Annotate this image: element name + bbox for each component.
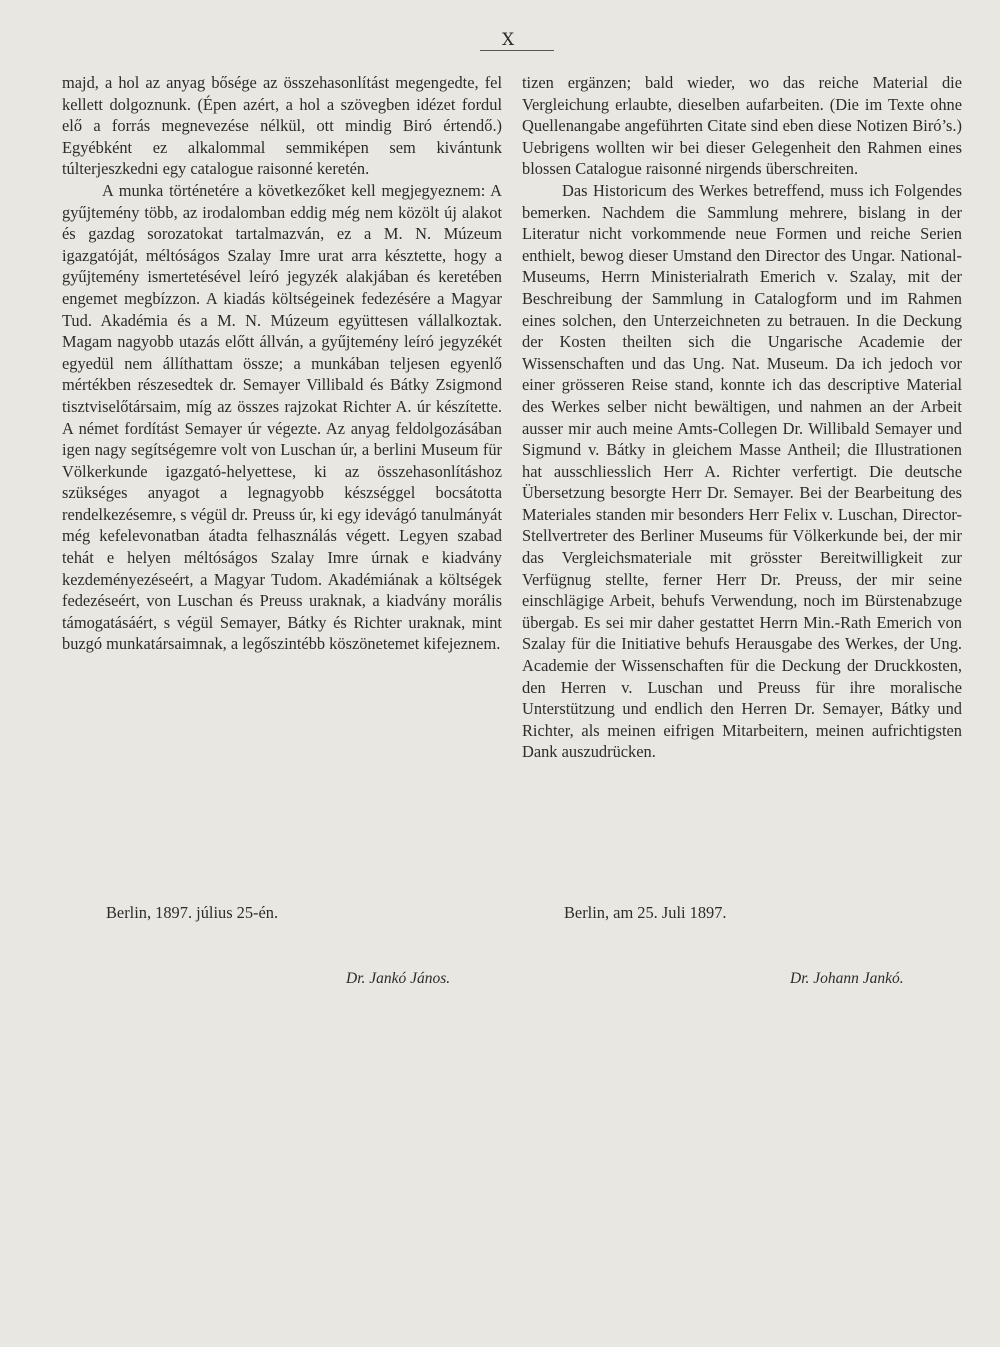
german-paragraph-2: Das Historicum des Werkes betreffend, muss ich Folgendes bemerken. Nachdem die Sammlung mehrere, bislang in der Literatur nicht vorkommende neue Formen und reiche Serien enthielt, bewog dieser Umstand den Director des Ungar. National-Museums, Herrn Ministerialrath Emerich v. Szalay, mit der Beschreibung der Sammlung in Catalogform und im Rahmen eines solchen, den Unterzeichneten zu betrauen. In die Deckung der Kosten theilten sich die Ungarische Academie der Wissenschaften und das Ung. Nat. Museum. Da ich jedoch vor einer grösseren Reise stand, konnte ich das descriptive Material des Werkes selber nicht bewältigen, und nahmen an der Arbeit ausser mir auch meine Amts-Collegen Dr. Willibald Semayer und Sigmund v. Bátky in gleichem Masse Antheil; die Illustrationen hat ausschliesslich Herr A. Richter verfertigt. Die deutsche Übersetzung besorgte Herr Dr. Semayer. Bei der Bearbeitung des Materiales standen mir besonders Herr Felix v. Luschan, Director-Stellvertreter des Berliner Museums für Völkerkunde bei, der mir das Vergleichsmateriale mit grösster Bereitwilligkeit zur Verfügnug stellte, ferner Herr Dr. Preuss, der mir seine einschlägige Arbeit, behufs Verwendung, noch im Bürstenabzuge übergab. Es sei mir daher gestattet Herrn Min.-Rath Emerich von Szalay für die Initiative behufs Herausgabe des Werkes, der Ung. Academie der Wissenschaften für die Deckung der Druckkosten, den Herren v. Luschan und Preuss für ihre moralische Unterstützung und endlich den Herren Dr. Semayer, Bátky und Richter, als meinen eifrigen Mitarbeitern, meinen aufrichtigsten Dank auszudrücken.: [522, 180, 962, 762]
hungarian-signature: Dr. Jankó János.: [346, 970, 451, 987]
german-signature: Dr. Johann Jankó.: [790, 970, 904, 987]
hungarian-paragraph-1: majd, a hol az anyag bősége az összehasonlítást megengedte, fel kellett dolgoznunk. (Épen azért, a hol a szövegben idézet fordul elő a forrás megnevezése nélkül, ott mindig Biró értendő.) Egyébként ez alkalommal semmiképen sem kivántunk túlterjeszkedni egy catalogue raisonné keretén.: [62, 73, 502, 179]
german-dateline: Berlin, am 25. Juli 1897.: [564, 903, 727, 922]
german-paragraph-1: tizen ergänzen; bald wieder, wo das reiche Material die Vergleichung erlaubte, dieselben aufarbeiten. (Die im Texte ohne Quellenangabe angeführten Citate sind eben diese Notizen Biró’s.) Uebrigens wollten wir bei dieser Gelegenheit den Rahmen eines blossen Catalogue raisonné nirgends überschreiten.: [522, 73, 962, 179]
hungarian-paragraph-2: A munka történetére a következőket kell megjegyeznem: A gyűjtemény több, az irodalomban eddig még nem közölt új alakot és gazdag sorozatokat tartalmazván, ez a M. N. Múzeum igazgatóját, méltóságos Szalay Imre urat arra késztette, hogy a gyűjtemény ismertetésével leíró jegyzék alakjában és keretében engemet megbízzon. A kiadás költségeinek fedezésére a Magyar Tud. Akadémia és a M. N. Múzeum együttesen vállalkoztak. Magam nagyobb utazás előtt állván, a gyűjtemény leíró jegyzékét egyedül nem állíthattam össze; a munkában teljesen egyenlő mértékben részesedtek dr. Semayer Villibald és Bátky Zsigmond tisztviselőtársaim, míg az összes rajzokat Richter A. úr készítette. A német fordítást Semayer úr végezte. Az anyag feldolgozásában igen nagy segítségemre volt von Luschan úr, a berlini Museum für Völkerkunde igazgató-helyettese, ki az összehasonlításhoz szükséges anyagot a legnagyobb készséggel bocsátotta rendelkezésemre, s végül dr. Preuss úr, ki egy idevágó tanulmányát még kefelevonatban átadta felhasználás végett. Legyen szabad tehát e helyen méltóságos Szalay Imre úrnak e kiadvány kezdeményezéseért, a Magyar Tudom. Akadémiának a költségek fedezéseért, von Luschan és Preuss uraknak, a kiadvány morális támogatásáért, s végül Semayer, Bátky és Richter uraknak, mint buzgó munkatársaimnak, a legőszintébb köszönetemet kifejeznem.: [62, 180, 502, 654]
hungarian-text-column: [62, 72, 502, 655]
hungarian-dateline: Berlin, 1897. július 25-én.: [106, 903, 279, 922]
page-number: X: [480, 30, 554, 51]
german-text-column: [522, 72, 962, 763]
